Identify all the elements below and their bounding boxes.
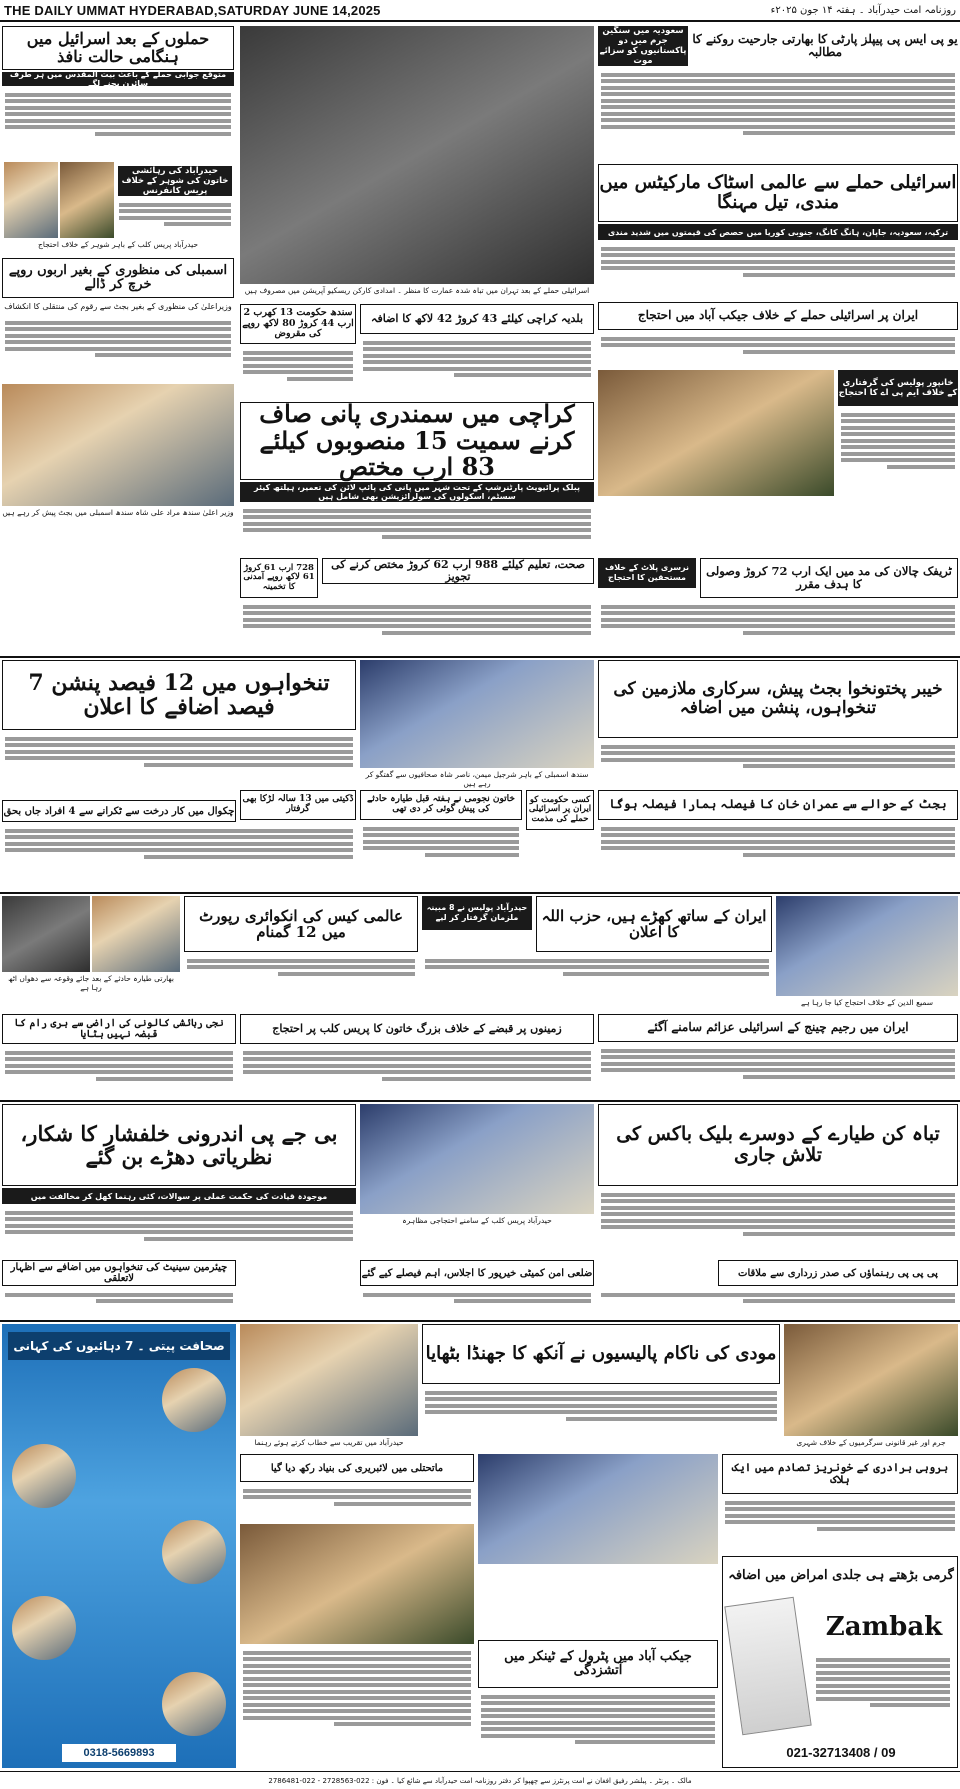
headline-peace-committee: ضلعی امن کمیٹی خیرپور کا اجلاس، اہم فیصلے کیے گئے (360, 1260, 594, 1286)
text-line (601, 79, 955, 83)
text-line (601, 112, 955, 116)
text-line (5, 1051, 233, 1055)
text-line (601, 266, 955, 270)
text-line (816, 1664, 950, 1668)
text-line (382, 631, 591, 635)
text-line (243, 1064, 591, 1068)
text-line (243, 611, 591, 615)
text-line (363, 360, 591, 364)
article-chakwal-body (2, 824, 356, 874)
zambak-ad-body (813, 1653, 953, 1733)
text-line (5, 1070, 233, 1074)
text-line (243, 1657, 471, 1661)
text-line (425, 1404, 777, 1408)
caption-crash-smoke: بھارتی طیارہ حادثے کے بعد جائے وقوعہ سے دھواں اٹھ رہا ہے (8, 974, 174, 992)
text-line (816, 1671, 950, 1675)
section-divider (0, 892, 960, 894)
photo-woman-portrait (92, 896, 180, 972)
section-divider (0, 1320, 960, 1322)
article-jacobabad-tanker-body (478, 1690, 718, 1766)
text-line (243, 1070, 591, 1074)
text-line (5, 835, 353, 839)
article-modi-body (422, 1386, 780, 1436)
text-line (566, 1417, 777, 1421)
zambak-headline: گرمی بڑھتے ہی جلدی امراض میں اضافہ (728, 1567, 954, 1583)
ad-portrait-2 (12, 1444, 76, 1508)
text-line (5, 106, 231, 110)
text-line (243, 1057, 591, 1061)
text-line (725, 1507, 955, 1511)
text-line (278, 972, 415, 976)
text-line (481, 1727, 715, 1731)
text-line (743, 350, 955, 354)
headline-israel-emergency: حملوں کے بعد اسرائیل میں ہنگامی حالت نافذ (2, 26, 234, 70)
article-traffic-body (598, 600, 958, 652)
text-line (243, 605, 591, 609)
headline-modi-policies: مودی کی ناکام پالیسیوں نے آنکھ کا جھنڈا بٹھایا (422, 1324, 780, 1384)
text-line (601, 1225, 955, 1229)
text-line (725, 1520, 955, 1524)
article-assembly-body (2, 316, 234, 380)
masthead (0, 0, 960, 22)
text-line (481, 1734, 715, 1738)
headline-elderly-woman-protest: زمینوں پر قبضے کے خلاف بزرگ خاتون کا پریس کلب پر احتجاج (240, 1014, 594, 1044)
text-line (841, 432, 955, 436)
article-senate-body (2, 1288, 236, 1316)
article-peace-committee-body (360, 1288, 594, 1316)
text-line (743, 1232, 955, 1236)
text-line (5, 743, 353, 747)
text-line (5, 99, 231, 103)
article-regime-change-body (598, 1044, 958, 1096)
article-woman-press-body (116, 198, 234, 238)
text-line (743, 631, 955, 635)
sidebar-advertisement (2, 1324, 236, 1768)
text-line (5, 1057, 233, 1061)
text-line (601, 247, 955, 251)
text-line (841, 426, 955, 430)
text-line (575, 1740, 715, 1744)
headline-bjp-infighting: بی جے پی اندرونی خلفشار کا شکار، نظریاتی دھڑے بن گئے (2, 1104, 356, 1186)
headline-senate-chairman: چیئرمین سینیٹ کی تنخواہوں میں اضافے سے اظہار لاتعلقی (2, 1260, 236, 1286)
headline-saudi-death-penalty: سعودیہ میں سنگین جرم میں دو پاکستانیوں کو سزائے موت (599, 25, 687, 67)
article-kp-budget-body (598, 740, 958, 788)
text-line (5, 327, 231, 331)
article-jacobabad-body (598, 332, 958, 368)
text-line (601, 253, 955, 257)
footer-imprint: مالک ۔ پرنٹر ۔ پبلشر رفیق افغان نے امت پرنٹرز سے چھپوا کر دفتر روزنامہ امت حیدرآباد سے شائع کیا ۔ فون : 022-2728563 - 022-2786481 (0, 1771, 960, 1789)
article-stock-markets-body (598, 242, 958, 298)
text-line (382, 1077, 591, 1081)
text-line (144, 855, 353, 859)
text-line (334, 1502, 471, 1506)
photo-protest-banner (240, 1524, 474, 1644)
text-line (601, 618, 955, 622)
text-line (243, 528, 591, 532)
headline-regime-change: ایران میں رجیم چینج کے اسرائیلی عزائم سامنے آگئے (598, 1014, 958, 1042)
article-imran-budget-body (598, 822, 958, 874)
text-line (601, 1055, 955, 1059)
text-line (187, 965, 415, 969)
text-line (363, 367, 591, 371)
text-line (363, 354, 591, 358)
text-line (601, 343, 955, 347)
section-divider (0, 656, 960, 658)
ad-portrait-4 (12, 1596, 76, 1660)
article-karachi-seawater-body (240, 504, 594, 554)
text-line (243, 1489, 471, 1493)
text-line (95, 132, 231, 136)
text-line (841, 445, 955, 449)
text-line (601, 1212, 955, 1216)
text-line (601, 86, 955, 90)
text-line (601, 624, 955, 628)
text-line (743, 1075, 955, 1079)
article-elderly-woman-body (240, 1046, 594, 1096)
text-line (601, 118, 955, 122)
text-line (243, 370, 353, 374)
subhead-assembly-spending: وزیراعلیٰ کی منظوری کے بغیر بجٹ سے رقوم کی منتقلی کا انکشاف (4, 302, 232, 312)
text-line (601, 260, 955, 264)
text-line (5, 737, 353, 741)
text-line (601, 1199, 955, 1203)
caption-press-club-protest: حیدرآباد پریس کلب کے سامنے احتجاجی مظاہرہ (402, 1216, 552, 1225)
text-line (243, 1664, 471, 1668)
zambak-advertisement (722, 1556, 958, 1768)
text-line (5, 125, 231, 129)
text-line (243, 357, 353, 361)
headline-imran-budget: بجٹ کے حوالے سے عمران خان کا فیصلہ ہمارا فیصلہ ہوگا (598, 790, 958, 820)
ad-phone: 0318-5669893 (62, 1744, 176, 1762)
text-line (5, 93, 231, 97)
text-line (5, 119, 231, 123)
text-line (601, 1206, 955, 1210)
article-brohi-body (722, 1496, 958, 1550)
article-bjp-body (2, 1206, 356, 1256)
subhead-karachi-seawater-projects: پبلک پرائیویٹ پارٹنرشپ کے تحت شہر میں پانی کی پائپ لائن کی تعمیر، ہیلتھ کیئر سسٹم، اسکولوں کی سولرائزیشن بھی شامل ہیں (240, 482, 594, 502)
text-line (243, 1051, 591, 1055)
text-line (243, 1703, 471, 1707)
text-line (841, 452, 955, 456)
text-line (601, 1049, 955, 1053)
caption-citizens: جرم اور غیر قانونی سرگرمیوں کے خلاف شہری (796, 1438, 946, 1447)
text-line (425, 1410, 777, 1414)
photo-sindh-ministers (360, 660, 594, 768)
headline-ppp-demand: یو پی ایس پی پیپلز پارٹی کا بھارتی جارحیت روکنے کا مطالبہ (692, 31, 958, 59)
text-line (481, 1721, 715, 1725)
text-line (187, 959, 415, 963)
text-line (363, 1293, 591, 1297)
zambak-product-image (724, 1597, 811, 1735)
text-line (601, 611, 955, 615)
subhead-bjp-infighting: موجودہ قیادت کی حکمت عملی پر سوالات، کئی رہنما کھل کر مخالفت میں (2, 1188, 356, 1204)
text-line (96, 1299, 233, 1303)
ad-title: صحافت پیتی ۔ 7 دہائیوں کی کہانی (8, 1332, 230, 1360)
text-line (243, 1677, 471, 1681)
headline-kp-budget: خیبر پختونخوا بجٹ پیش، سرکاری ملازمین کی تنخواہوں، پنشن میں اضافہ (598, 660, 958, 738)
text-line (243, 1670, 471, 1674)
headline-ppp-zardari: پی پی پی رہنماؤں کی صدر زرداری سے ملاقات (718, 1260, 958, 1286)
text-line (119, 203, 231, 207)
photo-man (60, 162, 114, 238)
text-line (5, 1217, 353, 1221)
headline-health-education-budget: صحت، تعلیم کیلئے 988 ارب 62 کروڑ مختص کرنے کی تجویز (322, 558, 594, 584)
headline-iran-condemnation: کسی حکومت کو ایران پر اسرائیلی حملے کی مذمت (526, 790, 594, 830)
text-line (601, 99, 955, 103)
text-line (841, 413, 955, 417)
text-line (563, 972, 769, 976)
ad-portrait-3 (162, 1520, 226, 1584)
article-ppp-zardari-body (598, 1288, 958, 1316)
headline-salary-pension-increase: تنخواہوں میں 12 فیصد پنشن 7 فیصد اضافے کا اعلان (2, 660, 356, 730)
text-line (5, 756, 353, 760)
caption-sindh-ministers: سندھ اسمبلی کے باہر شرجیل میمن، ناصر شاہ صحافیوں سے گفتگو کر رہے ہیں (365, 770, 589, 788)
photo-protest-crowd (598, 370, 834, 496)
text-line (870, 1703, 950, 1707)
text-line (601, 1193, 955, 1197)
article-karachi-municipal-body (360, 336, 594, 398)
text-line (425, 853, 519, 857)
text-line (481, 1714, 715, 1718)
text-line (743, 764, 955, 768)
text-line (725, 1501, 955, 1505)
article-protest-banner-body (240, 1646, 474, 1766)
article-sindh-debt-body (240, 346, 356, 398)
text-line (243, 1716, 471, 1720)
text-line (601, 1293, 955, 1297)
text-line (841, 458, 955, 462)
text-line (743, 1299, 955, 1303)
text-line (5, 1064, 233, 1068)
text-line (243, 618, 591, 622)
text-line (5, 848, 353, 852)
text-line (243, 509, 591, 513)
text-line (816, 1658, 950, 1662)
text-line (425, 965, 769, 969)
masthead-urdu-title: روزنامہ امت حیدرآباد ۔ ہفتہ ۱۴ جون ۲۰۲۵ء (770, 4, 956, 16)
text-line (287, 377, 353, 381)
headline-library: ماتحتلی میں لائبریری کی بنیاد رکھ دیا گیا (240, 1454, 474, 1482)
text-line (481, 1708, 715, 1712)
text-line (481, 1695, 715, 1699)
text-line (382, 535, 591, 539)
text-line (816, 1677, 950, 1681)
article-colony-land-body (2, 1046, 236, 1096)
article-astrologer-body (360, 822, 522, 874)
headline-karachi-seawater-projects: کراچی میں سمندری پانی صاف کرنے سمیت 15 منصوبوں کیلئے 83 ارب مختص (240, 402, 594, 480)
caption-protest-men: سمیع الدین کے خلاف احتجاج کیا جا رہا ہے (801, 998, 933, 1007)
headline-hyderabad-arrests: حیدرآباد پولیس نے 8 مبینہ ملزمان گرفتار کر لیے (422, 896, 532, 930)
zambak-brand: Zambak (825, 1612, 943, 1642)
text-line (5, 750, 353, 754)
headline-colony-land: نجی رہائشی کالونی کی اراضی سے ہری رام کا قبضہ نہیں ہٹایا (2, 1014, 236, 1044)
section-divider (0, 1100, 960, 1102)
text-line (601, 840, 955, 844)
text-line (743, 853, 955, 857)
text-line (243, 1690, 471, 1694)
text-line (5, 112, 231, 116)
text-line (243, 1683, 471, 1687)
text-line (119, 209, 231, 213)
text-line (601, 758, 955, 762)
article-library-body (240, 1484, 474, 1520)
text-line (144, 1237, 353, 1241)
ad-portrait-1 (162, 1368, 226, 1432)
text-line (5, 842, 353, 846)
text-line (601, 846, 955, 850)
article-khanpur-body (838, 408, 958, 496)
text-line (601, 92, 955, 96)
headline-traffic-challan: ٹریفک چالان کی مد میں ایک ارب 72 کروڑ وصولی کا ہدف مقرر (700, 558, 958, 598)
caption-tehran-destruction: اسرائیلی حملے کے بعد تہران میں تباہ شدہ عمارت کا منظر ۔ امدادی کارکن ریسکیو آپریشن میں مصروف ہیں (244, 286, 590, 295)
text-line (164, 222, 231, 226)
headline-brohi-clash: بروہی برادری کے خونریز تصادم میں ایک ہلاک (722, 1454, 958, 1494)
text-line (144, 763, 353, 767)
text-line (816, 1684, 950, 1688)
text-line (743, 131, 955, 135)
text-line (425, 959, 769, 963)
headline-karachi-municipal: بلدیہ کراچی کیلئے 43 کروڑ 42 لاکھ کا اضافہ (360, 304, 594, 334)
text-line (5, 1230, 353, 1234)
text-line (5, 1293, 233, 1297)
headline-black-box: تباہ کن طیارے کے دوسرے بلیک باکس کی تلاش جاری (598, 1104, 958, 1186)
photo-citizens (784, 1324, 958, 1436)
text-line (601, 73, 955, 77)
text-line (243, 515, 591, 519)
photo-gathering (478, 1454, 718, 1564)
subhead-stock-markets-oil: ترکیہ، سعودیہ، جاپان، ہانگ کانگ، جنوبی کوریا میں حصص کی قیمتوں میں شدید مندی (598, 224, 958, 240)
text-line (5, 334, 231, 338)
text-line (425, 1391, 777, 1395)
photo-sindh-assembly (2, 384, 234, 506)
photo-tehran-destruction (240, 26, 594, 284)
headline-jacobabad-tanker: جیکب آباد میں پٹرول کے ٹینکر میں آتشزدگی (478, 1640, 718, 1688)
text-line (5, 829, 353, 833)
text-line (363, 827, 519, 831)
photo-woman (4, 162, 58, 238)
headline-nursery-plot: نرسری پلاٹ کے خلاف مستحقین کا احتجاج (598, 558, 696, 588)
headline-stock-markets-oil: اسرائیلی حملے سے عالمی اسٹاک مارکیٹس میں مندی، تیل مہنگا (598, 164, 958, 222)
photo-press-club-protest (360, 1104, 594, 1214)
text-line (96, 1077, 233, 1081)
text-line (363, 846, 519, 850)
text-line (334, 1722, 471, 1726)
text-line (601, 827, 955, 831)
text-line (601, 745, 955, 749)
headline-khanpur-protest: خانپور پولیس کی گرفتاری کے خلاف ایم پی اے کا احتجاج (838, 370, 958, 406)
text-line (243, 1709, 471, 1713)
masthead-english-title: THE DAILY UMMAT HYDERABAD,SATURDAY JUNE 14,2025 (4, 2, 381, 18)
headline-hezbollah: ایران کے ساتھ کھڑے ہیں، حزب اللہ کا اعلان (536, 896, 772, 952)
article-israel-emergency-body (2, 88, 234, 160)
text-line (725, 1514, 955, 1518)
text-line (5, 340, 231, 344)
text-line (243, 1696, 471, 1700)
subhead-israel-emergency: متوقع جوابی حملے کے باعث بیت المقدس میں ہر طرف سائرن بجنے لگے (2, 72, 234, 86)
ad-portrait-5 (162, 1672, 226, 1736)
text-line (5, 347, 231, 351)
headline-assembly-spending: اسمبلی کی منظوری کے بغیر اربوں روپے خرچ کر ڈالے (2, 258, 234, 298)
headline-jacobabad-protest: ایران پر اسرائیلی حملے کے خلاف جیکب آباد میں احتجاج (598, 302, 958, 330)
caption-event-speakers: حیدرآباد میں تقریب سے خطاب کرتے ہوئے رہنما (254, 1438, 404, 1447)
text-line (243, 1651, 471, 1655)
headline-woman-press-conference: حیدرآباد کی رہائشی خاتون کی شوہر کے خلاف پریس کانفرنس (118, 166, 232, 196)
headline-chakwal-accident: چکوال میں کار درخت سے ٹکرانے سے 4 افراد جاں بحق (2, 800, 236, 822)
headline-astrologer: خاتون نجومی نے ہفتہ قبل طیارہ حادثے کی پیش گوئی کر دی تھی (360, 790, 522, 820)
headline-sindh-debt: سندھ حکومت 13 کھرب 2 ارب 44 کروڑ 80 لاکھ روپے کی مقروض (240, 304, 356, 344)
text-line (601, 125, 955, 129)
photo-protest-men (776, 896, 958, 996)
article-hezbollah-body (422, 954, 772, 988)
text-line (243, 351, 353, 355)
photo-crash-smoke (2, 896, 90, 972)
text-line (841, 419, 955, 423)
article-inquiry-body (184, 954, 418, 988)
text-line (425, 1397, 777, 1401)
text-line (601, 833, 955, 837)
text-line (601, 751, 955, 755)
text-line (363, 840, 519, 844)
text-line (119, 216, 231, 220)
text-line (243, 1495, 471, 1499)
text-line (481, 1701, 715, 1705)
text-line (243, 522, 591, 526)
article-ppp-body (598, 68, 958, 162)
article-budget-body (240, 600, 594, 652)
text-line (887, 465, 955, 469)
text-line (454, 1299, 591, 1303)
text-line (363, 347, 591, 351)
text-line (601, 1219, 955, 1223)
text-line (601, 337, 955, 341)
headline-revenue-estimate: 728 ارب 61 کروڑ 61 لاکھ روپے آمدنی کا تخمینہ (240, 558, 318, 598)
text-line (243, 364, 353, 368)
text-line (5, 1211, 353, 1215)
article-black-box-body (598, 1188, 958, 1256)
headline-inquiry-report: عالمی کیس کی انکوائری رپورٹ میں 12 گمنام (184, 896, 418, 952)
headline-robbery-arrest: ڈکیتی میں 13 سالہ لڑکا بھی گرفتار (240, 790, 356, 820)
text-line (95, 353, 231, 357)
zambak-phone: 021-32713408 / 09 (786, 1744, 896, 1760)
text-line (5, 1224, 353, 1228)
caption-sindh-assembly: وزیر اعلیٰ سندھ مراد علی شاہ سندھ اسمبلی میں بجٹ پیش کر رہے ہیں (2, 508, 234, 517)
text-line (5, 321, 231, 325)
text-line (743, 273, 955, 277)
article-salary-pension-body (2, 732, 356, 788)
text-line (841, 439, 955, 443)
text-line (243, 624, 591, 628)
text-line (601, 605, 955, 609)
text-line (601, 105, 955, 109)
text-line (601, 1068, 955, 1072)
text-line (817, 1527, 955, 1531)
text-line (363, 341, 591, 345)
text-line (816, 1697, 950, 1701)
caption-woman-press: حیدرآباد پریس کلب کے باہر شوہر کے خلاف احتجاج (38, 240, 198, 249)
text-line (816, 1690, 950, 1694)
text-line (454, 373, 591, 377)
text-line (601, 1062, 955, 1066)
photo-event-speakers (240, 1324, 418, 1436)
text-line (363, 833, 519, 837)
